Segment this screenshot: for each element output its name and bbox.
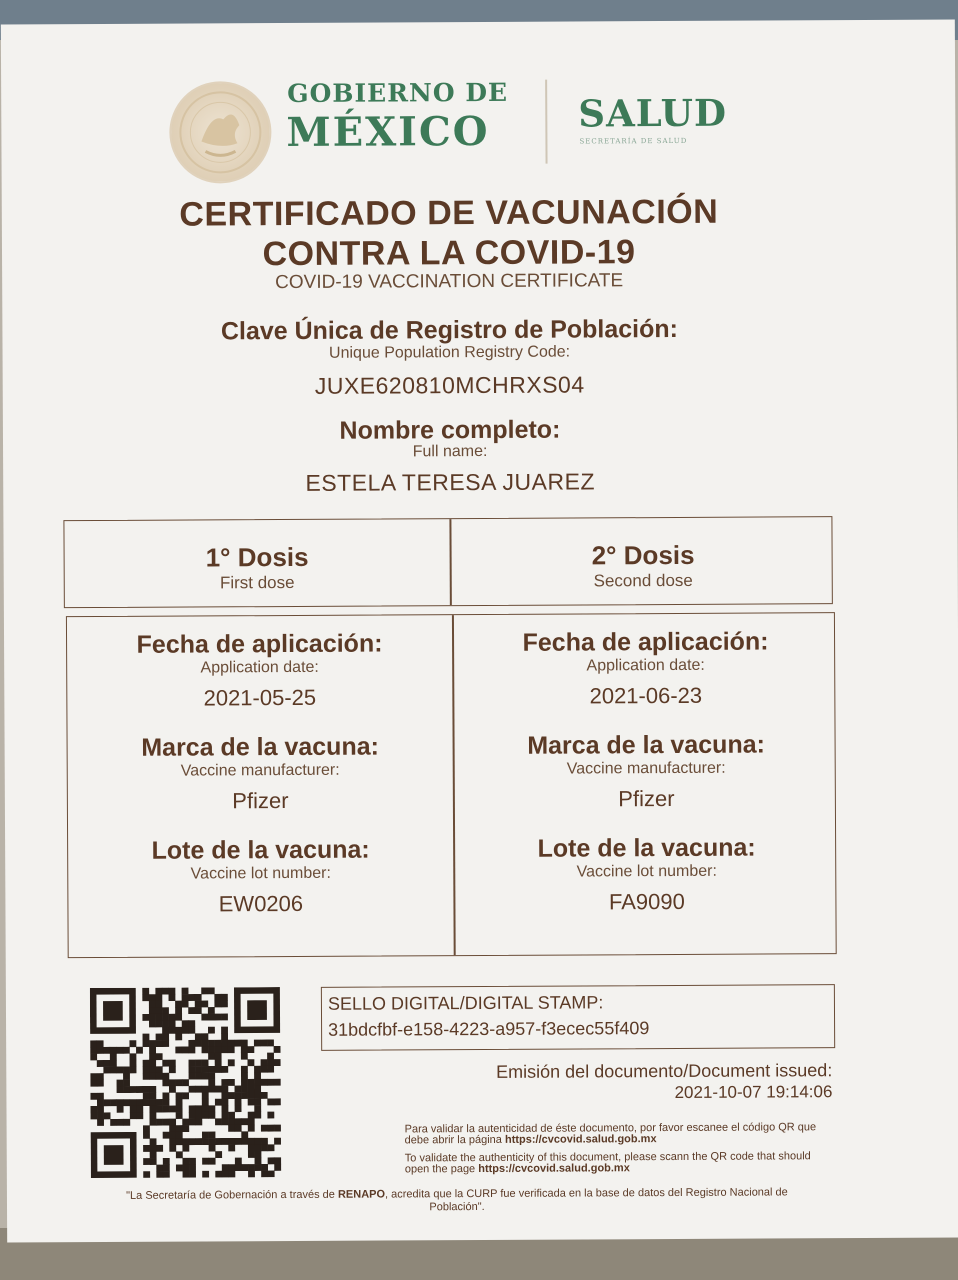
- validation-url-en[interactable]: https://cvcovid.salud.gob.mx: [478, 1162, 630, 1176]
- date-label-en: Application date:: [586, 656, 705, 675]
- dose-header-table: [63, 516, 832, 608]
- dose-2-lot: FA9090: [608, 888, 685, 915]
- curp-label-es: Clave Única de Registro de Población:: [220, 314, 679, 346]
- dose-1-header: [65, 541, 450, 594]
- date-label-es: Fecha de aplicación:: [522, 627, 769, 657]
- lot-label-en: Vaccine lot number:: [190, 864, 331, 883]
- certificate-title-english: COVID-19 VACCINATION CERTIFICATE: [275, 270, 624, 294]
- footer-text-before: "La Secretaría de Gobernación a través de: [126, 1188, 335, 1202]
- date-label-es: Fecha de aplicación:: [136, 629, 383, 659]
- dose-1-lot: EW0206: [218, 890, 304, 917]
- brand-label-en: Vaccine manufacturer:: [566, 759, 726, 778]
- validation-text-en: To validate the authenticity of this document, please scann the QR code that should open the page: [404, 1150, 811, 1176]
- issued-label: Emisión del documento/Document issued:: [496, 1060, 833, 1082]
- brand-label-es: Marca de la vacuna:: [527, 730, 765, 760]
- digital-stamp-value: 31bdcfbf-e158-4223-a957-f3ecec55f409: [328, 1018, 650, 1040]
- validation-note-es: [405, 1122, 835, 1146]
- salud-subtitle: SECRETARÍA DE SALUD: [579, 136, 688, 146]
- dose-2-subtitle: Second dose: [593, 570, 693, 591]
- footer-text-after: , acredita que la CURP fue verificada en la base de datos del Registro Nacional de Población".: [384, 1186, 788, 1214]
- validation-url-es[interactable]: https://cvcovid.salud.gob.mx: [504, 1133, 657, 1146]
- validation-text-es: Para validar la autenticidad de éste documento, por favor escanee el código QR que debe abrir la página: [404, 1121, 817, 1147]
- dose-2-title: 2° Dosis: [591, 539, 695, 571]
- curp-value: JUXE620810MCHRXS04: [314, 371, 585, 399]
- digital-stamp-box: [321, 984, 835, 1051]
- dose-1-date: 2021-05-25: [203, 684, 317, 711]
- dose-1-details: [67, 629, 453, 918]
- dose-2-brand: Pfizer: [618, 785, 675, 812]
- lot-label-es: Lote de la vacuna:: [151, 835, 370, 865]
- header-divider: [545, 80, 547, 164]
- validation-note-en: [405, 1151, 835, 1175]
- dose-1-brand: Pfizer: [232, 788, 289, 814]
- issued-datetime: 2021-10-07 19:14:06: [674, 1082, 833, 1102]
- brand-label-en: Vaccine manufacturer:: [180, 761, 340, 780]
- dose-2-header: [451, 539, 836, 592]
- full-name-value: ESTELA TERESA JUAREZ: [305, 468, 596, 496]
- certificate-title-line2: CONTRA LA COVID-19: [262, 233, 636, 274]
- footer-note: [119, 1186, 795, 1216]
- brand-label-es: Marca de la vacuna:: [141, 732, 379, 762]
- certificate-title-line1: CERTIFICADO DE VACUNACIÓN: [179, 192, 719, 234]
- dose-1-title: 1° Dosis: [205, 541, 309, 573]
- date-label-en: Application date:: [200, 658, 319, 677]
- dose-2-date: 2021-06-23: [589, 682, 703, 709]
- national-seal-icon: [169, 81, 272, 184]
- name-label-es: Nombre completo:: [339, 415, 561, 445]
- lot-label-es: Lote de la vacuna:: [537, 833, 756, 863]
- dose-details-table: [66, 612, 837, 958]
- salud-logo-text: SALUD: [578, 90, 728, 136]
- dose-2-details: [453, 627, 839, 916]
- lot-label-en: Vaccine lot number:: [576, 862, 717, 881]
- gov-name-line2: MÉXICO: [286, 107, 490, 157]
- footer-agency: RENAPO: [337, 1188, 386, 1201]
- dose-1-subtitle: First dose: [219, 572, 295, 593]
- qr-code[interactable]: [90, 987, 287, 1178]
- curp-label-en: Unique Population Registry Code:: [328, 343, 571, 362]
- certificate-sheet: [1, 20, 958, 1243]
- name-label-en: Full name:: [412, 442, 488, 461]
- gov-name-line1: GOBIERNO DE: [287, 77, 509, 109]
- digital-stamp-label: SELLO DIGITAL/DIGITAL STAMP:: [327, 992, 604, 1014]
